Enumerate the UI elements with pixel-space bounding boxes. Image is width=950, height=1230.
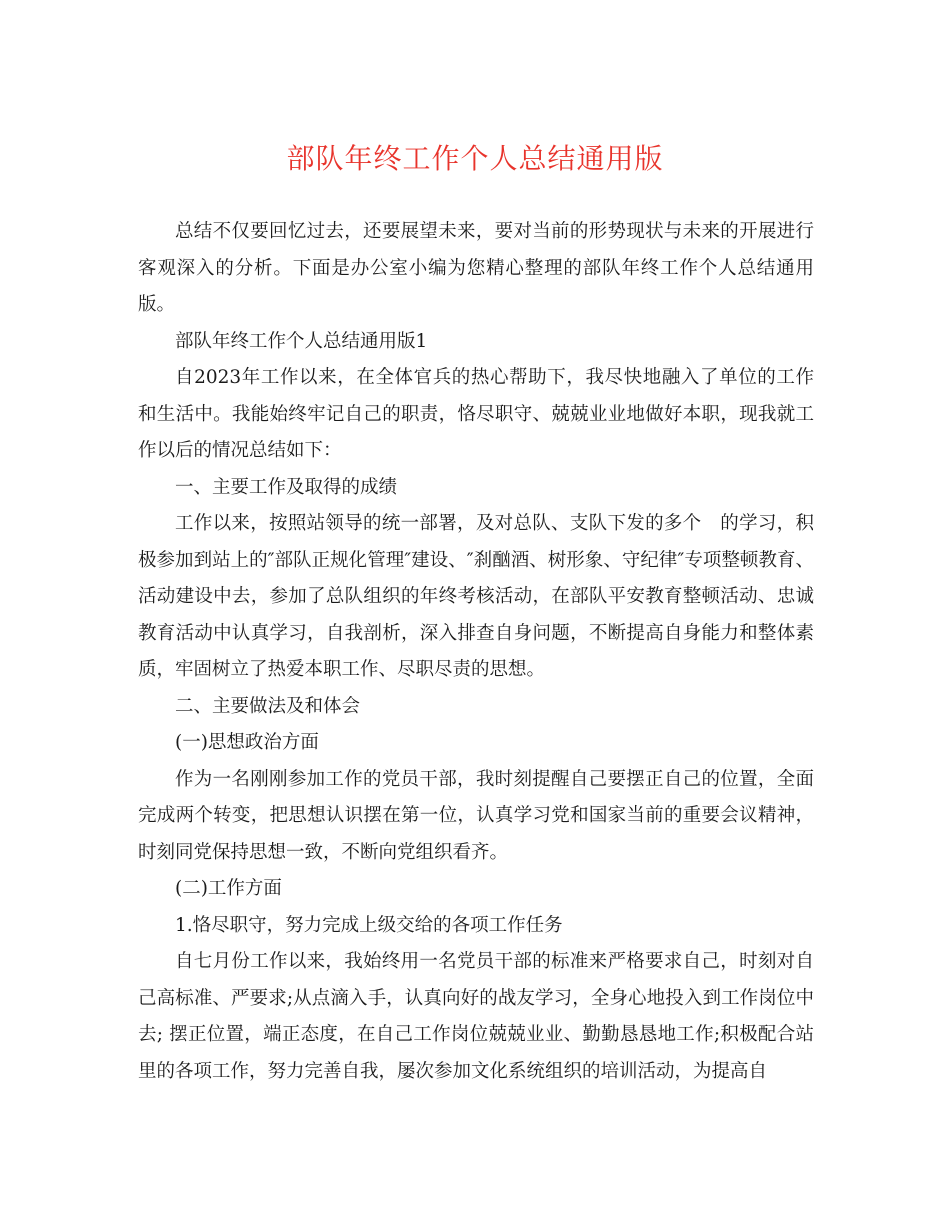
section-heading: 二、主要做法及和体会	[175, 695, 361, 717]
item-heading: 1.恪尽职守，努力完成上级交给的各项工作任务	[175, 914, 563, 936]
paragraph-subtitle: 部队年终工作个人总结通用版1	[175, 330, 428, 352]
paragraph: 作为一名刚刚参加工作的党员干部，我时刻提醒自己要摆正自己的位置，全面完成两个转变，把思想认识摆在第一位，认真学习党和国家当前的重要会议精神，时刻同党保持思想一致，不断向党组织看齐。	[138, 768, 814, 863]
paragraph: 自七月份工作以来，我始终用一名党员干部的标准来严格要求自己，时刻对自己高标准、严要求;从点滴入手，认真向好的战友学习，全身心地投入到工作岗位中去; 摆正位置，端正态度，在自己工作岗位兢兢业业、勤勤恳恳地工作;积极配合站里的各项工作，努力完善自我，屡次参加文化系统组织的培训活动，为提高自	[138, 951, 814, 1082]
paragraph-intro: 总结不仅要回忆过去，还要展望未来，要对当前的形势现状与未来的开展进行客观深入的分析。下面是办公室小编为您精心整理的部队年终工作个人总结通用版。	[138, 221, 814, 315]
paragraph: 工作以来，按照站领导的统一部署，及对总队、支队下发的多个 的学习，积极参加到站上的″部队正规化管理″建设、″刹酗酒、树形象、守纪律″专项整顿教育、活动建设中去，参加了总队组织的年终考核活动，在部队平安教育整顿活动、忠诚教育活动中认真学习，自我剖析，深入排查自身问题，不断提高自身能力和整体素质，牢固树立了热爱本职工作、尽职尽责的思想。	[138, 513, 814, 680]
document-title: 部队年终工作个人总结通用版	[286, 142, 664, 175]
section-heading: 一、主要工作及取得的成绩	[175, 476, 398, 498]
document-body	[138, 214, 814, 1090]
paragraph: 自2023年工作以来，在全体官兵的热心帮助下，我尽快地融入了单位的工作和生活中。我能始终牢记自己的职责，恪尽职守、兢兢业业地做好本职，现我就工作以后的情况总结如下：	[138, 367, 814, 461]
subsection-heading: (二)工作方面	[175, 878, 282, 899]
subsection-heading: (一)思想政治方面	[175, 732, 319, 753]
